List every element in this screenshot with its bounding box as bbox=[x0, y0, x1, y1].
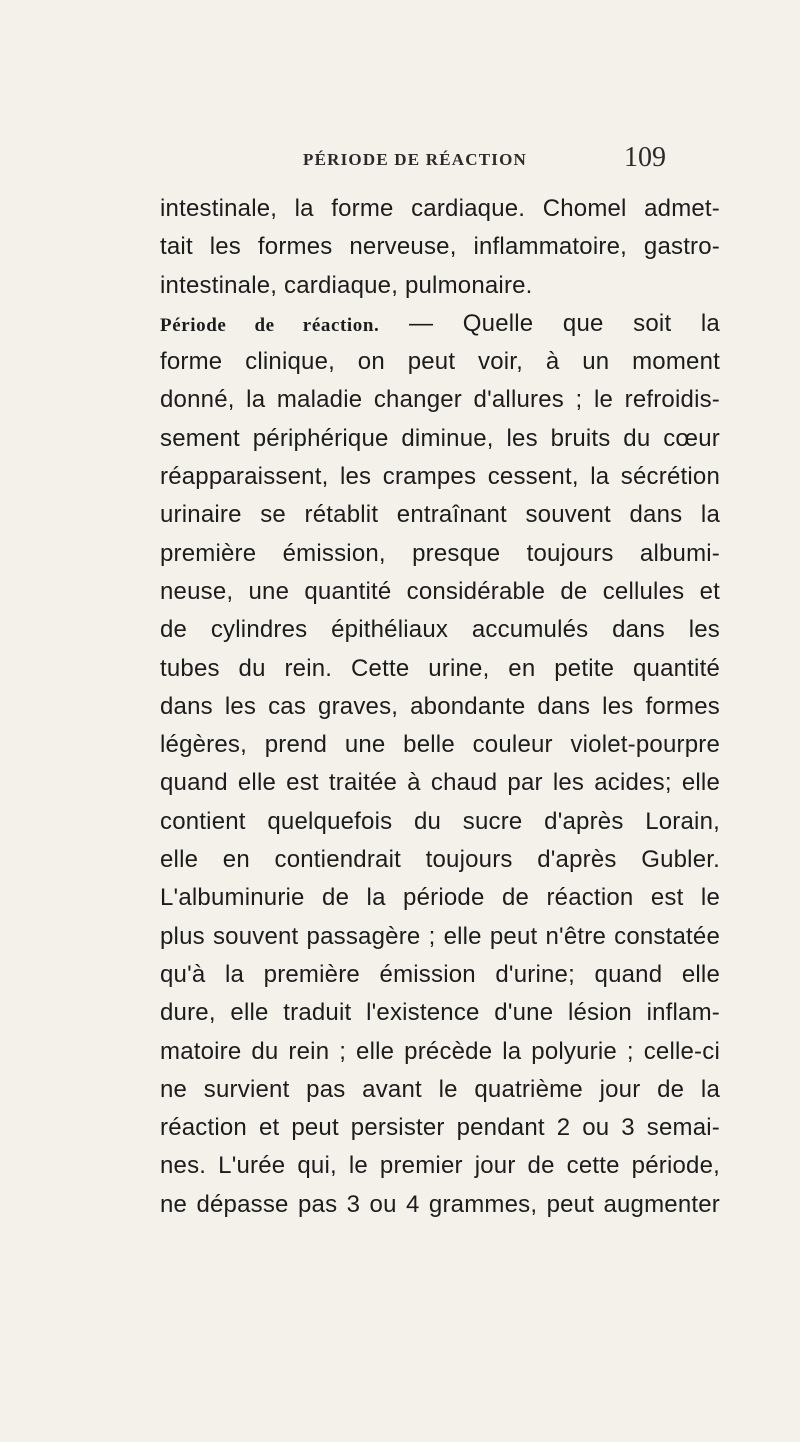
text-line: dure, elle traduit l'existence d'une lésion inflam- bbox=[160, 999, 720, 1027]
text-line: réaction et peut persister pendant 2 ou 3 semai- bbox=[160, 1114, 720, 1142]
text-fragment: — Quelle que soit la bbox=[379, 309, 720, 337]
text-line: ne survient pas avant le quatrième jour de la bbox=[160, 1075, 720, 1103]
text-line: tait les formes nerveuse, inflammatoire, gastro- bbox=[160, 233, 720, 261]
text-line: réapparaissent, les crampes cessent, la sécrétion bbox=[160, 463, 720, 491]
running-title: PÉRIODE DE RÉACTION bbox=[303, 150, 527, 169]
text-line: intestinale, la forme cardiaque. Chomel admet- bbox=[160, 195, 720, 222]
text-line: quand elle est traitée à chaud par les acides; elle bbox=[160, 769, 720, 797]
body-text bbox=[160, 190, 720, 1224]
text-line: qu'à la première émission d'urine; quand elle bbox=[160, 960, 720, 988]
text-line: matoire du rein ; elle précède la polyurie ; celle-ci bbox=[160, 1037, 720, 1065]
text-line: première émission, presque toujours albumi- bbox=[160, 539, 720, 567]
text-line: nes. L'urée qui, le premier jour de cette période, bbox=[160, 1152, 720, 1180]
section-start-line bbox=[160, 305, 720, 343]
text-line: forme clinique, on peut voir, à un moment bbox=[160, 348, 720, 376]
text-line: sement périphérique diminue, les bruits du cœur bbox=[160, 424, 720, 452]
text-line: ne dépasse pas 3 ou 4 grammes, peut augmenter bbox=[160, 1190, 720, 1218]
text-line: dans les cas graves, abondante dans les formes bbox=[160, 692, 720, 720]
text-line: légères, prend une belle couleur violet-pourpre bbox=[160, 731, 720, 759]
text-line: intestinale, cardiaque, pulmonaire. bbox=[160, 271, 533, 299]
text-line: de cylindres épithéliaux accumulés dans les bbox=[160, 616, 720, 644]
section-heading: Période de réaction. bbox=[160, 314, 380, 336]
text-line: donné, la maladie changer d'allures ; le refroidis- bbox=[160, 386, 720, 414]
text-line: urinaire se rétablit entraînant souvent dans la bbox=[160, 501, 720, 529]
text-line: L'albuminurie de la période de réaction est le bbox=[160, 884, 720, 912]
text-line: elle en contiendrait toujours d'après Gubler. bbox=[160, 846, 720, 874]
text-line: tubes du rein. Cette urine, en petite quantité bbox=[160, 654, 720, 682]
text-line: neuse, une quantité considérable de cellules et bbox=[160, 577, 720, 605]
text-line: contient quelquefois du sucre d'après Lorain, bbox=[160, 807, 720, 835]
running-head bbox=[0, 142, 800, 186]
text-line: plus souvent passagère ; elle peut n'être constatée bbox=[160, 922, 720, 950]
page-number: 109 bbox=[624, 142, 666, 173]
